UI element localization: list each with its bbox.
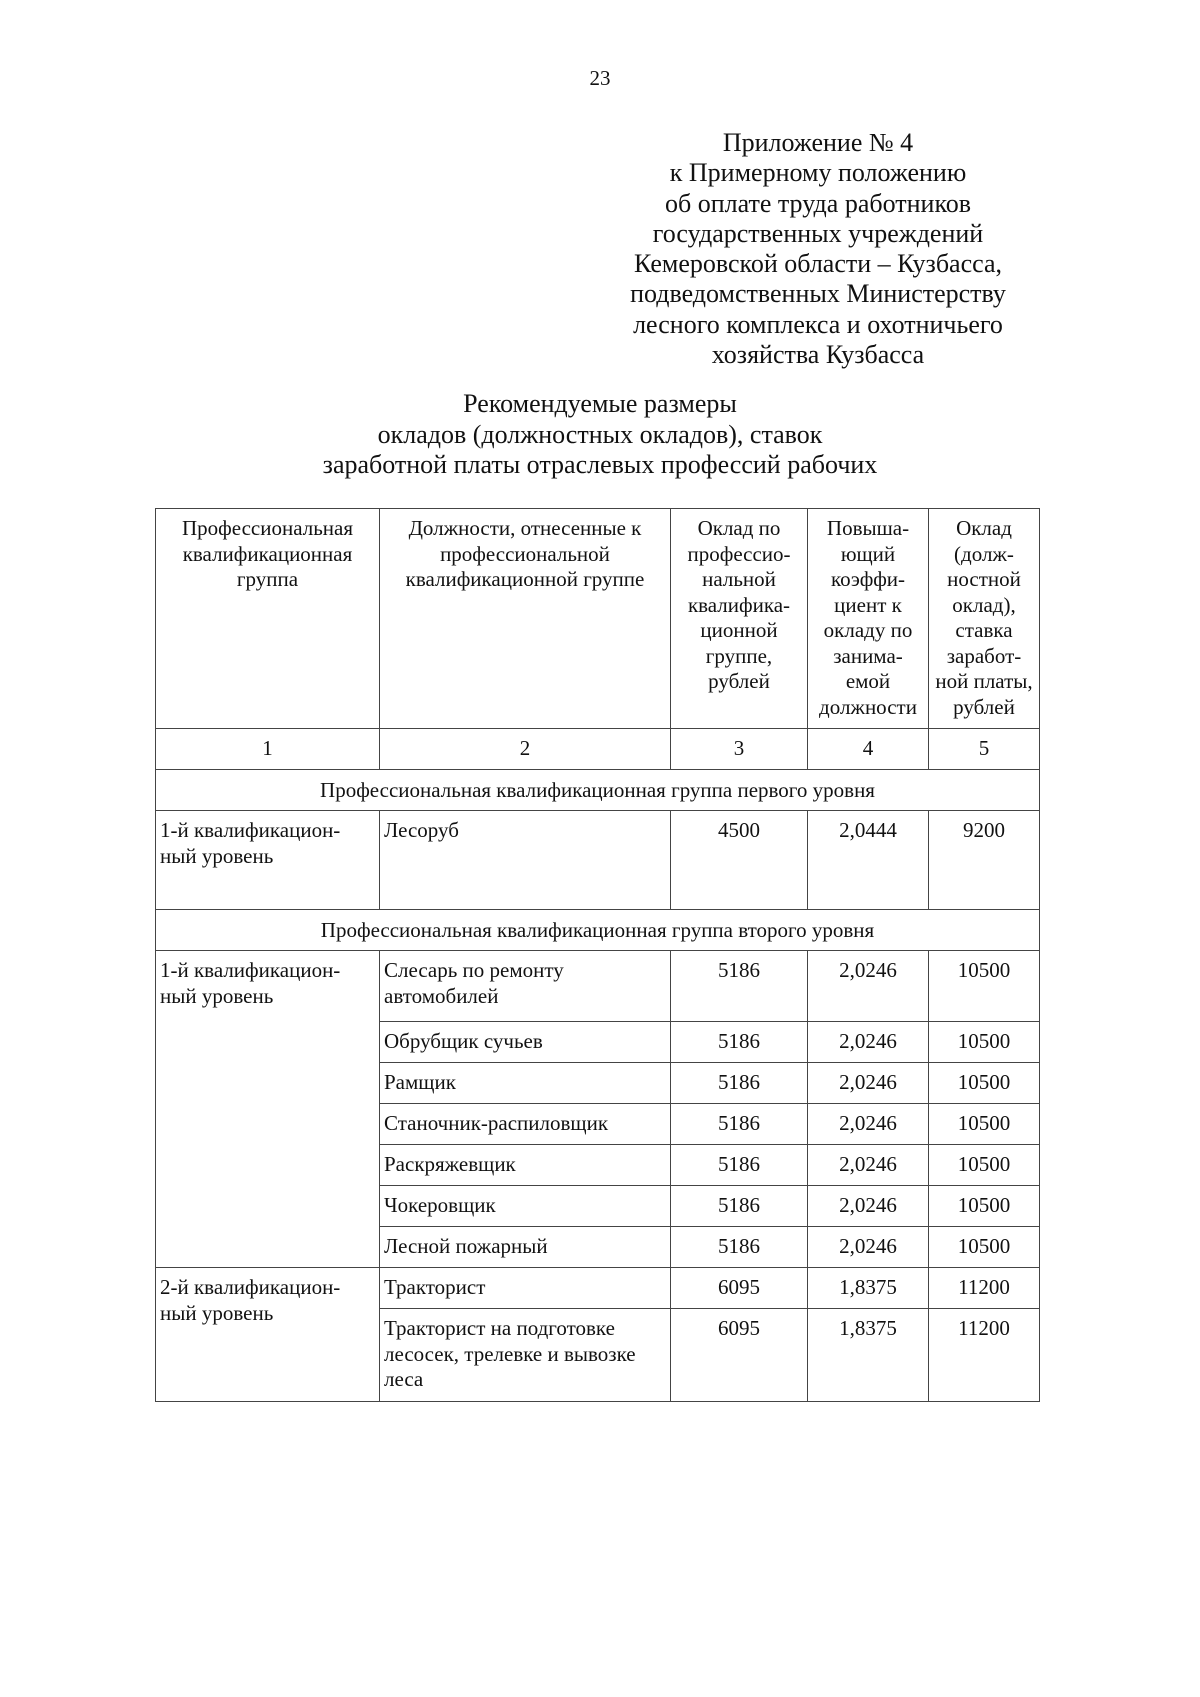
total-cell: 10500 <box>929 1186 1040 1227</box>
header-group: Профессиональная квалификационная группа <box>156 509 380 729</box>
total-cell: 10500 <box>929 1145 1040 1186</box>
salary-cell: 5186 <box>671 1186 808 1227</box>
coefficient-cell: 2,0444 <box>808 811 929 910</box>
appendix-line: об оплате труда работников <box>664 188 972 218</box>
salary-cell: 6095 <box>671 1309 808 1402</box>
header-coefficient: Повыша-ющий коэффи-циент к окладу по занима-емой должности <box>808 509 929 729</box>
total-cell: 10500 <box>929 951 1040 1022</box>
salary-cell: 6095 <box>671 1268 808 1309</box>
column-number: 1 <box>156 729 380 770</box>
appendix-line: Приложение № 4 <box>722 128 914 157</box>
position-cell: Лесной пожарный <box>380 1227 671 1268</box>
coefficient-cell: 2,0246 <box>808 1104 929 1145</box>
coefficient-cell: 2,0246 <box>808 1022 929 1063</box>
salary-table <box>155 508 1040 1402</box>
header-total: Оклад (долж-ностной оклад), ставка заработ-ной платы, рублей <box>929 509 1040 729</box>
salary-cell: 5186 <box>671 1063 808 1104</box>
column-number: 3 <box>671 729 808 770</box>
table-row <box>156 951 1040 1022</box>
appendix-header <box>600 128 1036 370</box>
title-line: окладов (должностных окладов), ставок <box>377 419 823 449</box>
page-number: 23 <box>589 66 611 90</box>
appendix-line: к Примерному положению <box>669 158 967 188</box>
group-title: Профессиональная квалификационная группа второго уровня <box>156 910 1040 951</box>
position-cell: Раскряжевщик <box>380 1145 671 1186</box>
appendix-line: Кемеровской области – Кузбасса, <box>633 249 1003 279</box>
appendix-line: государственных учреждений <box>652 218 984 248</box>
title-line: заработной платы отраслевых профессий рабочих <box>322 450 878 479</box>
appendix-line: хозяйства Кузбасса <box>711 340 925 370</box>
table-header-row <box>156 509 1040 729</box>
column-number: 2 <box>380 729 671 770</box>
group-title: Профессиональная квалификационная группа первого уровня <box>156 770 1040 811</box>
level-cell: 2-й квалификацион-ный уровень <box>156 1268 380 1402</box>
position-cell: Тракторист <box>380 1268 671 1309</box>
total-cell: 10500 <box>929 1022 1040 1063</box>
salary-cell: 5186 <box>671 1104 808 1145</box>
level-cell: 1-й квалификацион-ный уровень <box>156 811 380 910</box>
coefficient-cell: 2,0246 <box>808 1186 929 1227</box>
position-cell: Лесоруб <box>380 811 671 910</box>
position-cell: Слесарь по ремонту автомобилей <box>380 951 671 1022</box>
salary-cell: 5186 <box>671 951 808 1022</box>
title-line: Рекомендуемые размеры <box>463 389 737 418</box>
total-cell: 10500 <box>929 1104 1040 1145</box>
total-cell: 11200 <box>929 1309 1040 1402</box>
total-cell: 10500 <box>929 1227 1040 1268</box>
group-title-row <box>156 770 1040 811</box>
position-cell: Станочник-распиловщик <box>380 1104 671 1145</box>
total-cell: 10500 <box>929 1063 1040 1104</box>
coefficient-cell: 1,8375 <box>808 1268 929 1309</box>
salary-cell: 5186 <box>671 1022 808 1063</box>
column-number: 5 <box>929 729 1040 770</box>
appendix-line: подведомственных Министерству <box>630 279 1006 309</box>
column-number: 4 <box>808 729 929 770</box>
document-title <box>0 389 1200 481</box>
column-number-row <box>156 729 1040 770</box>
group-title-row <box>156 910 1040 951</box>
position-cell: Тракторист на подготовке лесосек, трелевке и вывозке леса <box>380 1309 671 1402</box>
salary-cell: 4500 <box>671 811 808 910</box>
coefficient-cell: 2,0246 <box>808 1063 929 1104</box>
appendix-line: лесного комплекса и охотничьего <box>633 309 1003 339</box>
salary-cell: 5186 <box>671 1227 808 1268</box>
coefficient-cell: 2,0246 <box>808 1145 929 1186</box>
coefficient-cell: 2,0246 <box>808 1227 929 1268</box>
total-cell: 11200 <box>929 1268 1040 1309</box>
coefficient-cell: 2,0246 <box>808 951 929 1022</box>
header-positions: Должности, отнесенные к профессиональной квалификационной группе <box>380 509 671 729</box>
position-cell: Обрубщик сучьев <box>380 1022 671 1063</box>
coefficient-cell: 1,8375 <box>808 1309 929 1402</box>
table-row <box>156 811 1040 910</box>
level-cell: 1-й квалификацион-ный уровень <box>156 951 380 1268</box>
salary-cell: 5186 <box>671 1145 808 1186</box>
position-cell: Чокеровщик <box>380 1186 671 1227</box>
position-cell: Рамщик <box>380 1063 671 1104</box>
total-cell: 9200 <box>929 811 1040 910</box>
header-salary: Оклад по профессио-нальной квалифика-ционной группе, рублей <box>671 509 808 729</box>
table-row <box>156 1268 1040 1309</box>
